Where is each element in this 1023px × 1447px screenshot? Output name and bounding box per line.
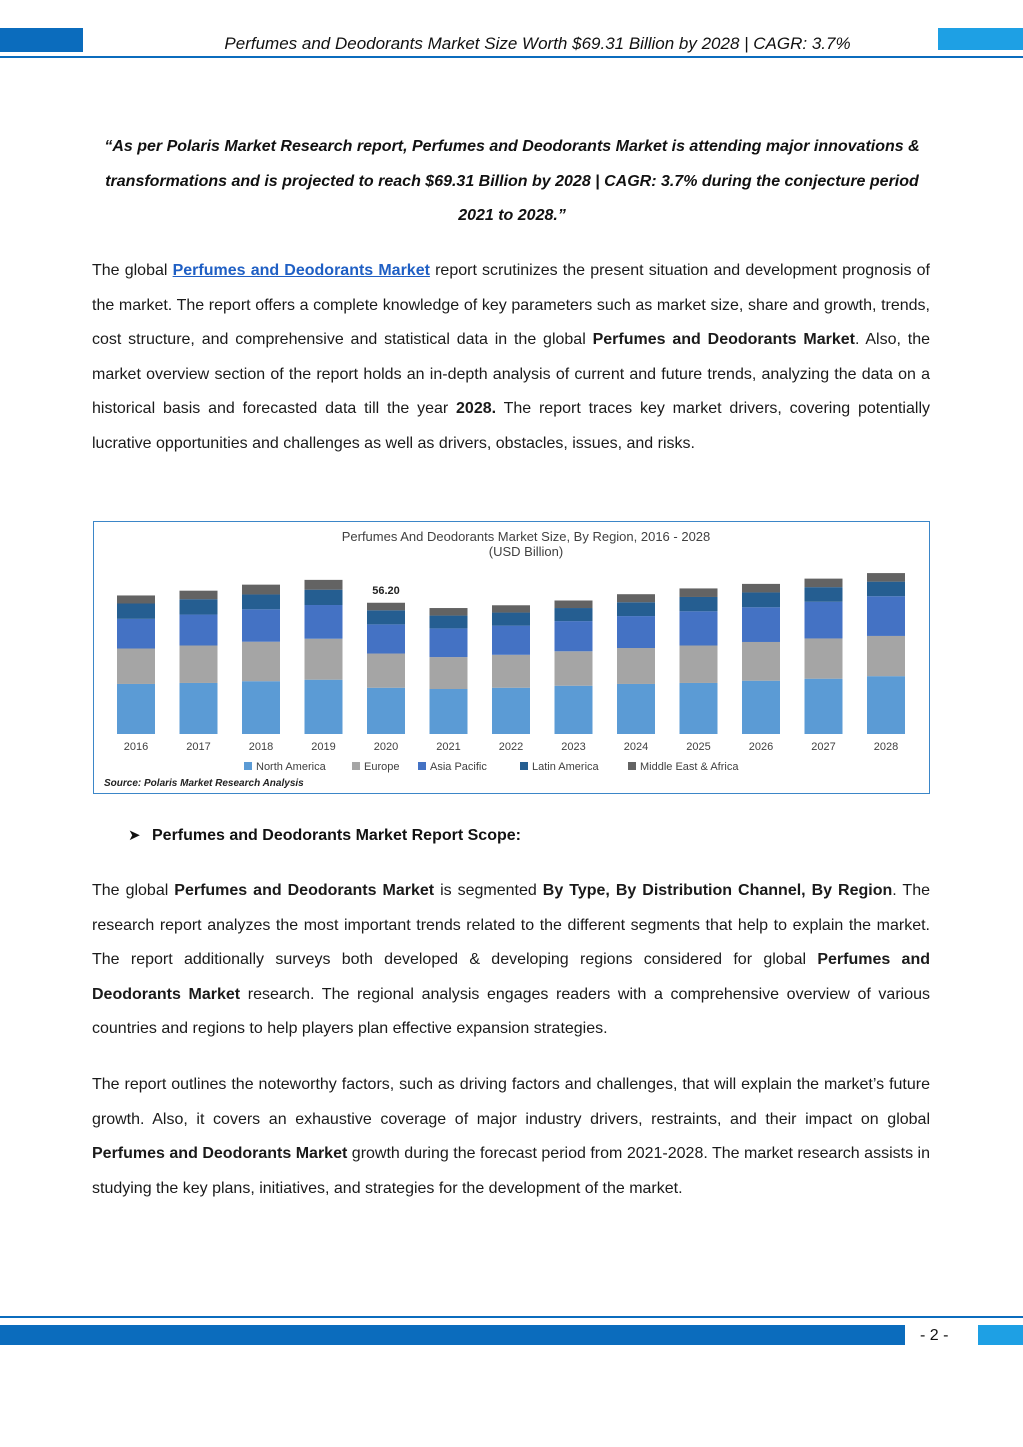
- legend-swatch-europe: [352, 762, 360, 770]
- x-tick-label: 2018: [248, 741, 274, 753]
- bar-2027-north-america: [805, 679, 843, 734]
- bar-2019-middle-east-africa: [305, 580, 343, 590]
- legend-label-latin-america: Latin America: [532, 761, 599, 773]
- header-accent-right: [938, 28, 1023, 50]
- bar-2016-asia-pacific: [117, 619, 155, 649]
- seg-bold-market-2: Perfumes and Deodorants Market: [92, 951, 930, 1003]
- page-header-title: Perfumes and Deodorants Market Size Worth $69.31 Billion by 2028 | CAGR: 3.7%: [224, 34, 851, 53]
- bar-2017-latin-america: [180, 599, 218, 614]
- bar-2024-latin-america: [617, 602, 655, 616]
- bar-2025-latin-america: [680, 597, 718, 611]
- bar-2026-asia-pacific: [742, 607, 780, 642]
- intro-text-2: report scrutinizes the present situation and development prognosis of the market. The report offers a complete knowledge of key parameters such as market size, share and growth, trends, cost structure, and comprehensive and statistical data in the global: [92, 262, 930, 349]
- x-tick-label: 2022: [498, 741, 524, 753]
- bar-2025-middle-east-africa: [680, 588, 718, 597]
- bar-2022-latin-america: [492, 613, 530, 626]
- bar-2019-asia-pacific: [305, 605, 343, 639]
- data-label-2020: 56.20: [372, 584, 400, 597]
- intro-text-1: The global: [92, 262, 173, 279]
- bar-2022-asia-pacific: [492, 626, 530, 655]
- bar-2018-europe: [242, 642, 280, 681]
- legend-swatch-latin-america: [520, 762, 528, 770]
- footer-accent-right: [978, 1325, 1023, 1345]
- bar-2021-middle-east-africa: [430, 608, 468, 616]
- scope-heading: [128, 826, 521, 845]
- x-tick-label: 2016: [123, 741, 149, 753]
- legend-label-europe: Europe: [364, 761, 400, 773]
- scope-heading-text: Perfumes and Deodorants Market Report Scope:: [152, 827, 521, 844]
- bar-2023-europe: [555, 651, 593, 685]
- x-tick-label: 2025: [686, 741, 711, 753]
- bar-2021-north-america: [430, 689, 468, 734]
- legend-label-north-america: North America: [256, 761, 326, 773]
- intro-paragraph: [92, 254, 930, 462]
- x-tick-label: 2017: [186, 741, 211, 753]
- bar-2025-north-america: [680, 683, 718, 734]
- chart-bars: [117, 573, 905, 734]
- bar-2026-middle-east-africa: [742, 584, 780, 593]
- bar-2026-north-america: [742, 681, 780, 734]
- bar-2020-asia-pacific: [367, 624, 405, 653]
- bar-2023-middle-east-africa: [555, 600, 593, 608]
- header-accent-left: [0, 28, 83, 52]
- x-tick-label: 2019: [311, 741, 336, 753]
- bar-2020-middle-east-africa: [367, 603, 405, 611]
- bar-2021-europe: [430, 657, 468, 689]
- x-tick-label: 2021: [436, 741, 461, 753]
- seg-text-4: research. The regional analysis engages readers with a comprehensive overview of various countries and regions to help players plan effective expansion strategies.: [92, 985, 931, 1038]
- bar-2019-north-america: [305, 680, 343, 734]
- seg-text-3: . The research report analyzes the most important trends related to the different segments that help to explain the market. The report additionally surveys both developed & developing regions considered for global: [92, 882, 930, 969]
- bar-2025-asia-pacific: [680, 611, 718, 645]
- bar-2016-north-america: [117, 684, 155, 734]
- seg-bold-segments: By Type, By Distribution Channel, By Region: [542, 882, 893, 899]
- bar-2026-europe: [742, 642, 780, 681]
- bar-2024-north-america: [617, 684, 655, 734]
- bar-2028-latin-america: [867, 582, 905, 597]
- chart-title: Perfumes And Deodorants Market Size, By Region, 2016 - 2028: [341, 529, 711, 544]
- intro-bold-market: Perfumes and Deodorants Market: [592, 331, 855, 349]
- bar-2018-middle-east-africa: [242, 585, 280, 595]
- bar-2016-europe: [117, 649, 155, 684]
- bar-2026-latin-america: [742, 592, 780, 607]
- segments-paragraph: [92, 874, 930, 1047]
- footer-rule: [0, 1316, 1023, 1318]
- bar-2017-europe: [180, 645, 218, 682]
- bar-2018-latin-america: [242, 594, 280, 609]
- chart-canvas: [94, 522, 929, 793]
- bar-2022-europe: [492, 655, 530, 688]
- header-rule: [0, 56, 1023, 58]
- bar-2021-latin-america: [430, 616, 468, 629]
- intro-text-3: . Also, the market overview section of the report holds an in-depth analysis of current and future trends, analyzing the data on a historical basis and forecasted data till the year: [92, 331, 931, 418]
- footer-bar: [0, 1325, 905, 1345]
- bar-2022-middle-east-africa: [492, 605, 530, 612]
- x-tick-label: 2027: [811, 741, 836, 753]
- x-tick-label: 2028: [873, 741, 899, 753]
- bar-2027-europe: [805, 638, 843, 678]
- x-tick-label: 2026: [748, 741, 774, 753]
- bar-2028-europe: [867, 636, 905, 676]
- legend-label-asia-pacific: Asia Pacific: [430, 761, 487, 773]
- outline-text-2: growth during the forecast period from 2021-2028. The market research assists in studying the key plans, initiatives, and strategies for the development of the market.: [92, 1145, 931, 1197]
- bar-2027-middle-east-africa: [805, 579, 843, 588]
- seg-text-2: is segmented: [434, 882, 543, 899]
- bar-2023-latin-america: [555, 608, 593, 621]
- outline-text-1: The report outlines the noteworthy factors, such as driving factors and challenges, that will explain the market’s future growth. Also, it covers an exhaustive coverage of major industry drivers, restraints, and their impact on global: [92, 1076, 930, 1128]
- bar-2027-latin-america: [805, 587, 843, 602]
- bar-2017-asia-pacific: [180, 615, 218, 646]
- bar-2018-asia-pacific: [242, 609, 280, 641]
- legend-swatch-north-america: [244, 762, 252, 770]
- bar-2019-latin-america: [305, 590, 343, 605]
- bar-2016-middle-east-africa: [117, 595, 155, 603]
- bar-2023-asia-pacific: [555, 621, 593, 651]
- page-number: - 2 -: [920, 1327, 949, 1344]
- bar-2017-middle-east-africa: [180, 591, 218, 600]
- chart-source: Source: Polaris Market Research Analysis: [104, 778, 304, 789]
- bar-2028-asia-pacific: [867, 596, 905, 636]
- legend-label-middle-east-africa: Middle East & Africa: [640, 761, 739, 773]
- bar-2019-europe: [305, 639, 343, 680]
- bar-2020-latin-america: [367, 610, 405, 624]
- summary-quote: “As per Polaris Market Research report, Perfumes and Deodorants Market is attending major innovations & transformations and is projected to reach $69.31 Billion by 2028 | CAGR: 3.7% during the conjecture period 2021 to 2028.”: [104, 138, 920, 224]
- bar-2021-asia-pacific: [430, 628, 468, 657]
- intro-text-4: The report traces key market drivers, covering potentially lucrative opportunities and challenges as well as drivers, obstacles, issues, and risks.: [92, 400, 930, 452]
- chart-x-labels: [124, 741, 898, 753]
- legend-swatch-asia-pacific: [418, 762, 426, 770]
- chart-data-labels: [372, 585, 400, 597]
- seg-bold-market: Perfumes and Deodorants Market: [174, 882, 435, 899]
- x-tick-label: 2020: [373, 741, 399, 753]
- bar-2020-north-america: [367, 688, 405, 734]
- bar-2020-europe: [367, 654, 405, 688]
- arrow-bullet-icon: ➤: [128, 827, 141, 844]
- bar-2016-latin-america: [117, 604, 155, 619]
- bar-2024-asia-pacific: [617, 616, 655, 648]
- bar-2028-north-america: [867, 676, 905, 734]
- bar-2024-middle-east-africa: [617, 594, 655, 602]
- bar-2024-europe: [617, 648, 655, 684]
- bar-2017-north-america: [180, 683, 218, 734]
- bar-2023-north-america: [555, 686, 593, 734]
- seg-text-1: The global: [92, 882, 175, 899]
- bar-2025-europe: [680, 645, 718, 682]
- bar-2027-asia-pacific: [805, 602, 843, 639]
- x-tick-label: 2024: [623, 741, 649, 753]
- bar-2028-middle-east-africa: [867, 573, 905, 582]
- x-tick-label: 2023: [561, 741, 586, 753]
- bar-2022-north-america: [492, 688, 530, 734]
- outline-paragraph: [92, 1068, 930, 1206]
- bar-2018-north-america: [242, 681, 280, 734]
- chart-subtitle: (USD Billion): [488, 544, 564, 559]
- outline-bold-market: Perfumes and Deodorants Market: [92, 1145, 348, 1163]
- legend-swatch-middle-east-africa: [628, 762, 636, 770]
- intro-bold-year: 2028.: [456, 400, 497, 418]
- chart-legend: [244, 761, 739, 773]
- market-report-link[interactable]: Perfumes and Deodorants Market: [172, 262, 430, 279]
- market-size-chart: [93, 521, 930, 794]
